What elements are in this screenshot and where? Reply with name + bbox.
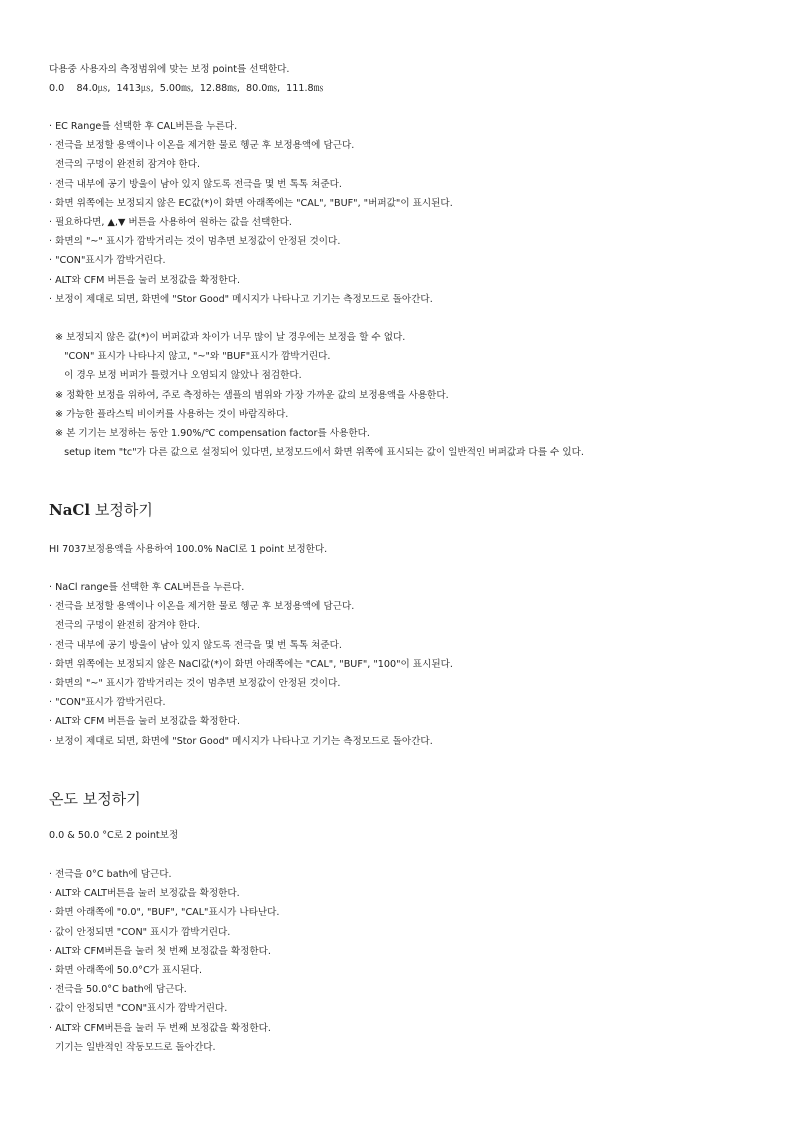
ec-note: ※ 본 기기는 보정하는 동안 1.90%/℃ compensation factor를 사용한다. (55, 428, 370, 440)
ec-step: 전극의 구멍이 완전히 잠겨야 한다. (49, 159, 201, 171)
temp-step: · 화면 아래쪽에 50.0°C가 표시된다. (49, 965, 203, 977)
nacl-step: 전극의 구멍이 완전히 잠겨야 한다. (49, 620, 201, 632)
ec-note: ※ 가능한 플라스틱 비이커를 사용하는 것이 바람직하다. (55, 408, 289, 420)
ec-step: · 전극 내부에 공기 방울이 남아 있지 않도록 전극을 몇 번 톡톡 쳐준다. (49, 178, 342, 190)
ec-step: · EC Range를 선택한 후 CAL버튼을 누른다. (49, 121, 238, 132)
ec-step: · 보정이 제대로 되면, 화면에 "Stor Good" 메시지가 나타나고 기기는 측정모드로 돌아간다. (49, 293, 433, 305)
nacl-heading-rest: 보정하기 (90, 501, 153, 519)
nacl-heading (49, 499, 153, 521)
nacl-step: · ALT와 CFM 버튼을 눌러 보정값을 확정한다. (49, 716, 241, 728)
ec-step: · 전극을 보정할 용액이나 이온을 제거한 물로 헹군 후 보정용액에 담근다. (49, 140, 355, 152)
nacl-step: · "CON"표시가 깜박거린다. (49, 697, 166, 709)
temp-step: · 값이 안정되면 "CON" 표시가 깜박거린다. (49, 926, 231, 938)
nacl-step: · 화면의 "~" 표시가 깜박거리는 것이 멈추면 보정값이 안정된 것이다. (49, 678, 341, 690)
temp-intro: 0.0 & 50.0 °C로 2 point보정 (49, 830, 179, 841)
ec-note: setup item "tc"가 다른 값으로 설정되어 있다면, 보정모드에서 화면 위쪽에 표시되는 값이 일반적인 버퍼값과 다를 수 있다. (55, 447, 584, 459)
temp-step: · ALT와 CFM버튼을 눌러 첫 번째 보정값을 확정한다. (49, 945, 271, 957)
nacl-intro-block (49, 540, 327, 559)
ec-step: · ALT와 CFM 버튼을 눌러 보정값을 확정한다. (49, 274, 241, 286)
temp-intro-block (49, 826, 178, 845)
nacl-step: · 전극 내부에 공기 방울이 남아 있지 않도록 전극을 몇 번 톡톡 쳐준다. (49, 639, 342, 651)
nacl-step: · 화면 위쪽에는 보정되지 않은 NaCl값(*)이 화면 아래쪽에는 "CAL", "BUF", "100"이 표시된다. (49, 658, 453, 670)
temp-step: 기기는 일반적인 작동모드로 돌아간다. (49, 1041, 216, 1053)
ec-step: · "CON"표시가 깜박거린다. (49, 255, 166, 267)
temp-steps (49, 865, 279, 1057)
nacl-step: · NaCl range를 선택한 후 CAL버튼을 누른다. (49, 582, 245, 593)
ec-note: "CON" 표시가 나타나지 않고, "~"와 "BUF"표시가 깜박거린다. (55, 351, 331, 363)
ec-steps (49, 117, 453, 309)
nacl-steps (49, 578, 453, 751)
ec-intro (49, 60, 323, 98)
nacl-step: · 전극을 보정할 용액이나 이온을 제거한 물로 헹군 후 보정용액에 담근다. (49, 601, 355, 613)
ec-notes (49, 328, 584, 462)
ec-step: · 화면의 "~" 표시가 깜박거리는 것이 멈추면 보정값이 안정된 것이다. (49, 236, 341, 248)
ec-step: · 화면 위쪽에는 보정되지 않은 EC값(*)이 화면 아래쪽에는 "CAL", "BUF", "버퍼값"이 표시된다. (49, 197, 453, 209)
ec-intro-values: 0.0 84.0㎲, 1413㎲, 5.00㎳, 12.88㎳, 80.0㎳, 111.8㎳ (49, 83, 324, 95)
temp-step: · 화면 아래쪽에 "0.0", "BUF", "CAL"표시가 나타난다. (49, 907, 280, 919)
nacl-heading-bold: NaCl (49, 501, 91, 519)
ec-note: ※ 보정되지 않은 값(*)이 버퍼값과 차이가 너무 많이 날 경우에는 보정을 할 수 없다. (55, 332, 406, 343)
ec-note: ※ 정확한 보정을 위하여, 주로 측정하는 샘플의 범위와 가장 가까운 값의 보정용액을 사용한다. (55, 389, 449, 401)
nacl-step: · 보정이 제대로 되면, 화면에 "Stor Good" 메시지가 나타나고 기기는 측정모드로 돌아간다. (49, 735, 433, 747)
temp-step: · ALT와 CFM버튼을 눌러 두 번째 보정값을 확정한다. (49, 1022, 271, 1034)
ec-intro-line: 다용중 사용자의 측정범위에 맞는 보정 point를 선택한다. (49, 64, 290, 75)
temp-step: · 전극을 0°C bath에 담근다. (49, 869, 172, 880)
temp-step: · 전극을 50.0°C bath에 담근다. (49, 984, 187, 996)
ec-note: 이 경우 보정 버퍼가 틀렸거나 오염되지 않았나 점검한다. (55, 370, 302, 382)
temp-heading: 온도 보정하기 (49, 790, 141, 808)
temp-step: · 값이 안정되면 "CON"표시가 깜박거린다. (49, 1003, 228, 1015)
ec-step: · 필요하다면, ▲,▼ 버튼을 사용하여 원하는 값을 선택한다. (49, 217, 292, 229)
temp-step: · ALT와 CALT버튼을 눌러 보정값을 확정한다. (49, 888, 240, 900)
nacl-intro: HI 7037보정용액을 사용하여 100.0% NaCl로 1 point 보정한다. (49, 544, 328, 555)
